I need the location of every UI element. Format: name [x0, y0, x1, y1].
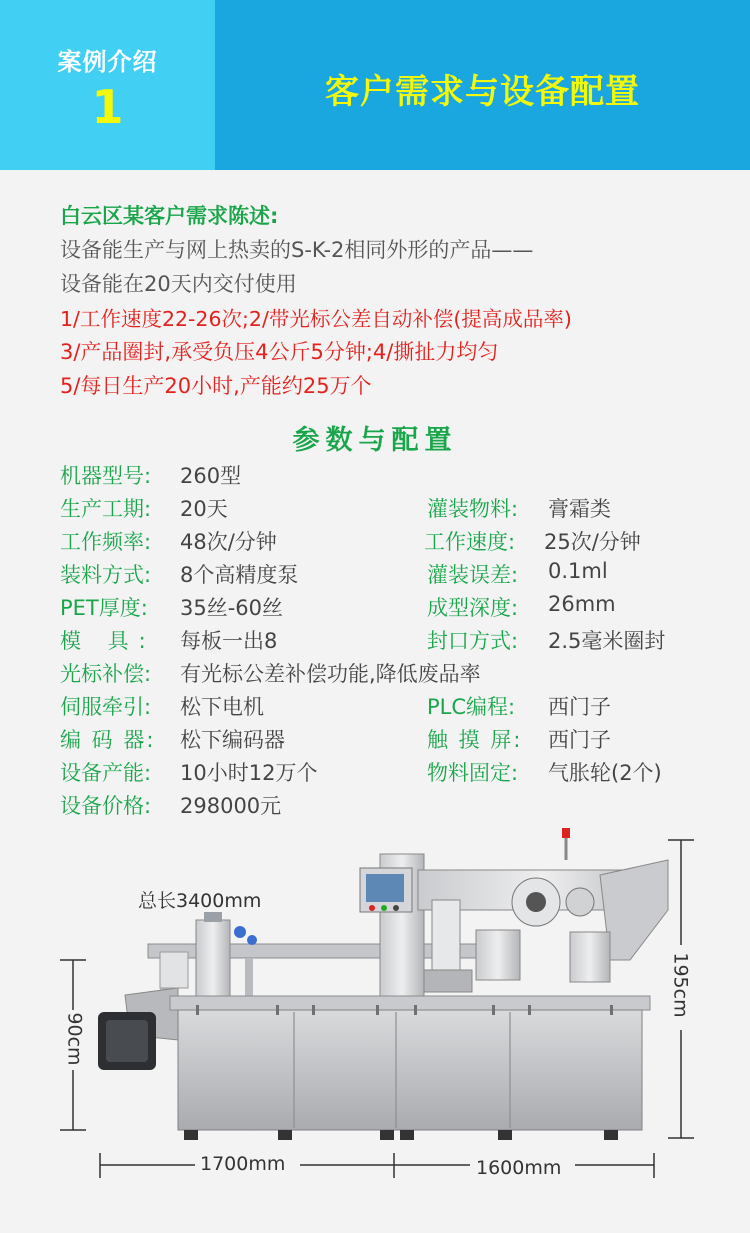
spec-mold	[60, 625, 278, 655]
spec-frequency	[60, 526, 277, 556]
spec-key: 封口方式:	[427, 629, 519, 653]
spec-key: 伺服牵引:	[60, 695, 152, 719]
spec-servo	[60, 691, 264, 721]
height-right-label: 195cm	[669, 952, 692, 1018]
spec-value: 260型	[180, 464, 242, 488]
spec-plc	[427, 691, 611, 721]
spec-key: PLC编程:	[427, 695, 516, 719]
spec-key: 模 具:	[60, 629, 156, 653]
requirement-line-1: 设备能生产与网上热卖的S-K-2相同外形的产品——	[60, 238, 534, 262]
spec-value: 0.1ml	[548, 559, 608, 583]
spec-seal-method	[427, 625, 666, 655]
spec-model	[60, 460, 242, 490]
spec-capacity	[60, 757, 318, 787]
spec-key: 触 摸 屏:	[427, 728, 523, 752]
spec-value: 48次/分钟	[180, 530, 277, 554]
spec-value: 每板一出8	[180, 629, 278, 653]
spec-encoder	[60, 724, 285, 754]
spec-value: 膏霜类	[548, 497, 611, 521]
spec-key: 光标补偿:	[60, 662, 152, 686]
machine-drawing	[0, 820, 750, 1229]
width-left-label: 1700mm	[200, 1153, 286, 1175]
spec-value: 有光标公差补偿功能,降低废品率	[180, 662, 481, 686]
spec-key: PET厚度:	[60, 596, 148, 620]
page-title: 客户需求与设备配置	[325, 72, 640, 112]
spec-value: 35丝-60丝	[180, 596, 284, 620]
spec-cursor-comp	[60, 658, 481, 688]
spec-value: 西门子	[548, 695, 611, 719]
spec-key: 生产工期:	[60, 497, 152, 521]
spec-lead-time	[60, 493, 228, 523]
spec-value: 25次/分钟	[544, 530, 641, 554]
spec-touchscreen	[427, 724, 611, 754]
case-panel	[0, 0, 215, 170]
spec-key: 工作速度:	[424, 530, 516, 554]
spec-value: 10小时12万个	[180, 761, 318, 785]
machine-illustration	[0, 820, 750, 1229]
spec-fill-error	[427, 559, 608, 589]
width-right-label: 1600mm	[476, 1157, 562, 1179]
spec-loading	[60, 559, 299, 589]
height-left-label: 90cm	[63, 1012, 86, 1066]
spec-value: 松下电机	[180, 695, 264, 719]
spec-value: 西门子	[548, 728, 611, 752]
spec-form-depth	[427, 592, 616, 622]
spec-value: 松下编码器	[180, 728, 285, 752]
spec-material-fix	[427, 757, 662, 787]
requirement-red-2: 3/产品圈封,承受负压4公斤5分钟;4/撕扯力均匀	[60, 340, 499, 364]
spec-value: 20天	[180, 497, 228, 521]
spec-key: 设备产能:	[60, 761, 152, 785]
spec-fill-material	[427, 493, 611, 523]
requirement-red-3: 5/每日生产20小时,产能约25万个	[60, 374, 372, 398]
spec-work-speed	[424, 526, 641, 556]
spec-value: 气胀轮(2个)	[548, 761, 662, 785]
total-length-label: 总长3400mm	[138, 890, 262, 912]
spec-key: 装料方式:	[60, 563, 152, 587]
case-label: 案例介绍	[57, 48, 158, 76]
requirements-heading: 白云区某客户需求陈述:	[60, 204, 279, 228]
spec-key: 编 码 器:	[60, 728, 156, 752]
spec-value: 298000元	[180, 794, 282, 818]
requirement-line-2: 设备能在20天内交付使用	[60, 272, 297, 296]
spec-key: 设备价格:	[60, 794, 152, 818]
spec-value: 8个高精度泵	[180, 563, 299, 587]
spec-key: 机器型号:	[60, 464, 152, 488]
spec-key: 物料固定:	[427, 761, 519, 785]
case-number: 1	[91, 80, 124, 134]
spec-value: 2.5毫米圈封	[548, 629, 666, 653]
spec-key: 工作频率:	[60, 530, 152, 554]
spec-pet-thickness	[60, 592, 284, 622]
spec-price	[60, 790, 282, 820]
header	[0, 0, 750, 170]
spec-value: 26mm	[548, 592, 616, 616]
spec-key: 灌装误差:	[427, 563, 519, 587]
requirement-red-1: 1/工作速度22-26次;2/带光标公差自动补偿(提高成品率)	[60, 307, 572, 331]
spec-key: 成型深度:	[427, 596, 519, 620]
title-panel	[215, 0, 750, 170]
spec-key: 灌装物料:	[427, 497, 519, 521]
config-title: 参数与配置	[292, 425, 458, 456]
